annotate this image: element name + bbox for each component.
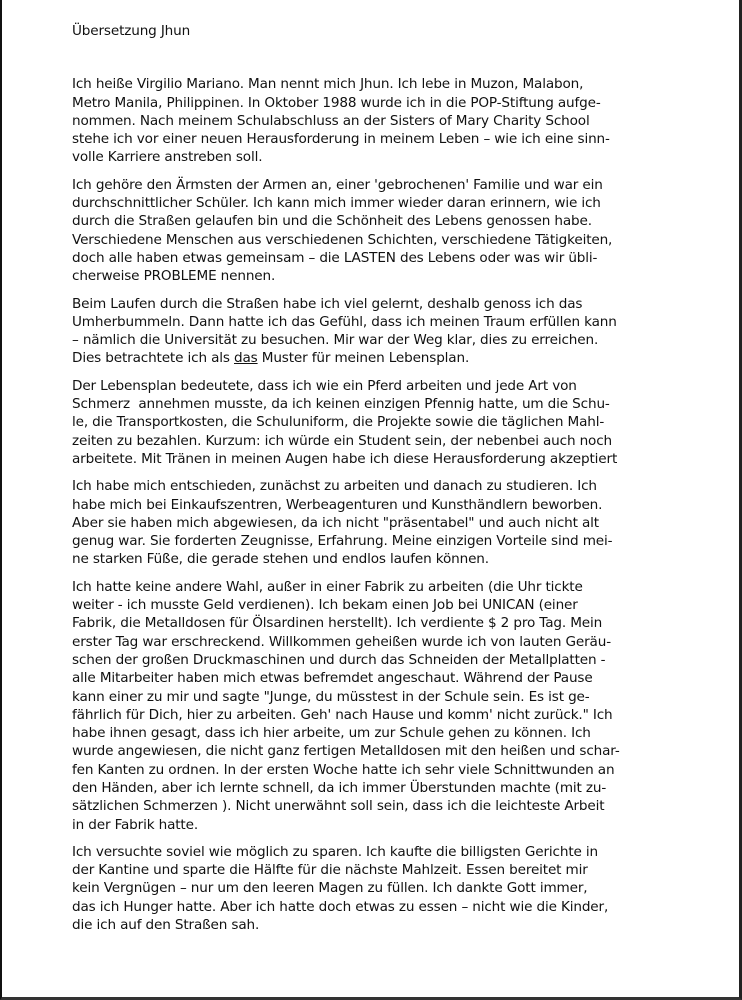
- paragraph-7: [72, 843, 732, 934]
- text-line: den Händen, aber ich lernte schnell, da ich immer Überstunden machte (mit zu-: [72, 779, 607, 796]
- text-line: Verschiedene Menschen aus verschiedenen Schichten, verschiedene Tätigkeiten,: [72, 231, 613, 248]
- text-line: der Kantine und sparte die Hälfte für die nächste Mahlzeit. Essen bereitet mir: [72, 862, 588, 879]
- text-line: durchschnittlicher Schüler. Ich kann mich immer wieder daran erinnern, wie ich: [72, 195, 601, 212]
- text-line: in der Fabrik hatte.: [72, 816, 198, 833]
- paragraph-5: [72, 477, 732, 568]
- text-line: cherweise PROBLEME nennen.: [72, 268, 276, 285]
- text-line: sätzlichen Schmerzen ). Nicht unerwähnt soll sein, dass ich die leichteste Arbeit: [72, 798, 605, 815]
- text-line: kein Vergnügen – nur um den leeren Magen zu füllen. Ich dankte Gott immer,: [72, 880, 588, 897]
- text-line: Metro Manila, Philippinen. In Oktober 1988 wurde ich in die POP-Stiftung aufge-: [72, 94, 601, 111]
- text-line: das ich Hunger hatte. Aber ich hatte doch etwas zu essen – nicht wie die Kinder,: [72, 898, 609, 915]
- text-line: fen Kanten zu ordnen. In der ersten Woche hatte ich sehr viele Schnittwunden an: [72, 761, 615, 778]
- text-line: zeiten zu bezahlen. Kurzum: ich würde ein Student sein, der nebenbei auch noch: [72, 432, 613, 449]
- text-line: doch alle haben etwas gemeinsam – die LASTEN des Lebens oder was wir übli-: [72, 249, 598, 266]
- text-line: nommen. Nach meinem Schulabschluss an der Sisters of Mary Charity School: [72, 112, 590, 129]
- text-line: kann einer zu mir und sagte "Junge, du müsstest in der Schule sein. Es ist ge-: [72, 688, 590, 705]
- text-line: Beim Laufen durch die Straßen habe ich viel gelernt, deshalb genoss ich das: [72, 295, 583, 312]
- text-line: stehe ich vor einer neuen Herausforderung in meinem Leben – wie ich eine sinn-: [72, 131, 610, 148]
- paragraph-2: [72, 176, 732, 286]
- document-title: Übersetzung Jhun: [72, 23, 191, 39]
- text-line: weiter - ich musste Geld verdienen). Ich bekam einen Job bei UNICAN (einer: [72, 597, 578, 614]
- text-line: Schmerz annehmen musste, da ich keinen einzigen Pfennig hatte, um die Schu-: [72, 396, 610, 413]
- text-line: – nämlich die Universität zu besuchen. Mir war der Weg klar, dies zu erreichen.: [72, 332, 599, 349]
- text-line: Ich heiße Virgilio Mariano. Man nennt mich Jhun. Ich lebe in Muzon, Malabon,: [72, 76, 584, 93]
- document-body: [72, 22, 732, 943]
- text-line: Aber sie haben mich abgewiesen, da ich nicht "präsentabel" und auch nicht alt: [72, 514, 599, 531]
- text-segment: Muster für meinen Lebensplan.: [257, 350, 470, 367]
- text-line: Ich habe mich entschieden, zunächst zu arbeiten und danach zu studieren. Ich: [72, 478, 597, 495]
- paragraph-4: [72, 377, 732, 468]
- text-line: Ich hatte keine andere Wahl, außer in einer Fabrik zu arbeiten (die Uhr tickte: [72, 578, 583, 595]
- text-line: arbeitete. Mit Tränen in meinen Augen habe ich diese Herausforderung akzeptiert: [72, 450, 618, 467]
- underlined-word: das: [234, 350, 258, 367]
- paragraph-6: [72, 578, 732, 834]
- text-line: volle Karriere anstreben soll.: [72, 149, 263, 166]
- text-line: habe ihnen gesagt, dass ich hier arbeite, um zur Schule gehen zu können. Ich: [72, 725, 591, 742]
- text-line: le, die Transportkosten, die Schuluniform, die Projekte sowie die täglichen Mahl-: [72, 414, 605, 431]
- text-line: Ich versuchte soviel wie möglich zu sparen. Ich kaufte die billigsten Gerichte in: [72, 843, 598, 860]
- paragraph-3: [72, 295, 732, 368]
- text-line: [72, 349, 732, 367]
- text-line: wurde angewiesen, die nicht ganz fertigen Metalldosen mit den heißen und schar-: [72, 743, 620, 760]
- text-line: Ich gehöre den Ärmsten der Armen an, einer 'gebrochenen' Familie und war ein: [72, 176, 603, 193]
- text-line: Fabrik, die Metalldosen für Ölsardinen herstellt). Ich verdiente $ 2 pro Tag. Mein: [72, 615, 603, 632]
- text-line: erster Tag war erschreckend. Willkommen geheißen wurde ich von lauten Geräu-: [72, 633, 611, 650]
- text-line: Der Lebensplan bedeutete, dass ich wie ein Pferd arbeiten und jede Art von: [72, 377, 577, 394]
- text-line: durch die Straßen gelaufen bin und die Schönheit des Lebens genossen habe.: [72, 213, 592, 230]
- text-line: schen der großen Druckmaschinen und durch das Schneiden der Metallplatten -: [72, 651, 606, 668]
- paragraph-1: [72, 75, 732, 166]
- text-line: alle Mitarbeiter haben mich etwas befremdet angeschaut. Während der Pause: [72, 670, 593, 687]
- text-line: habe mich bei Einkaufszentren, Werbeagenturen und Kunsthändlern beworben.: [72, 496, 603, 513]
- text-segment: Dies betrachtete ich als: [72, 350, 234, 367]
- text-line: fährlich für Dich, hier zu arbeiten. Geh' nach Hause und komm' nicht zurück." Ich: [72, 706, 613, 723]
- text-line: Umherbummeln. Dann hatte ich das Gefühl, dass ich meinen Traum erfüllen kann: [72, 313, 617, 330]
- text-line: die ich auf den Straßen sah.: [72, 917, 260, 934]
- text-line: ne starken Füße, die gerade stehen und endlos laufen können.: [72, 551, 489, 568]
- text-line: genug war. Sie forderten Zeugnisse, Erfahrung. Meine einzigen Vorteile sind mei-: [72, 533, 613, 550]
